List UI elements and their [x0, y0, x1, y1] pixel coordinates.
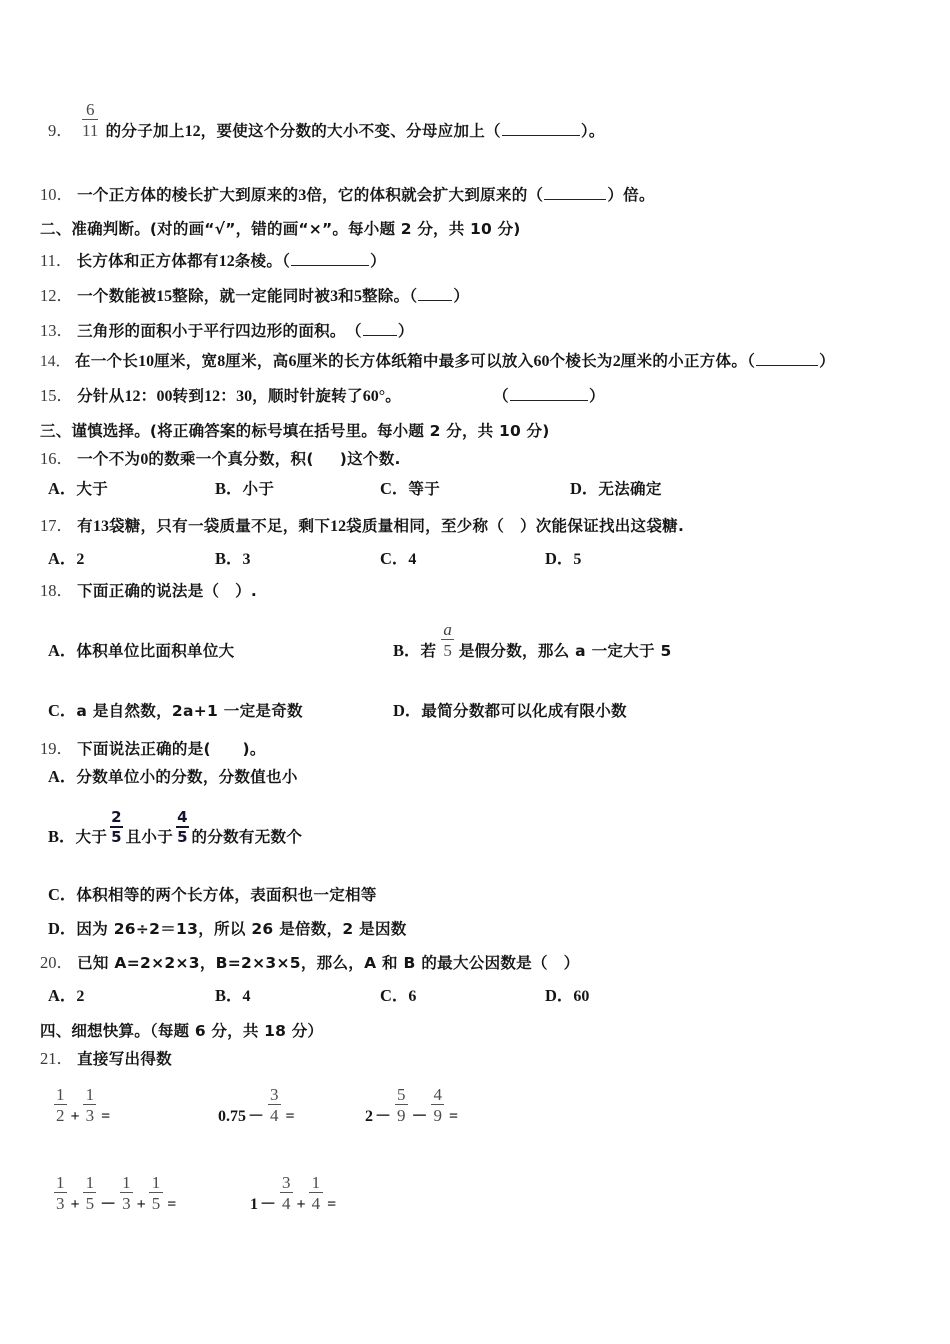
question-14-number-6: 6: [288, 353, 297, 370]
answer-blank[interactable]: [544, 186, 606, 200]
question-11: [40, 250, 386, 273]
fraction-bar: [83, 1192, 96, 1193]
option-label: 分数单位小的分数，分数值也小: [76, 768, 298, 786]
operator: －: [260, 1196, 277, 1213]
question-12-text-c: 和: [338, 287, 354, 305]
option-letter: A．: [48, 549, 77, 568]
question-16-text-b: 的数乘一个真分数，积(: [148, 450, 314, 468]
question-15-time-1: 12：00: [124, 388, 173, 405]
option-letter: C．: [380, 986, 409, 1005]
fraction-denominator: 5: [151, 1194, 161, 1213]
question-13-text-b: ）: [397, 322, 414, 340]
section-2-heading-text: 二、准确判断。(对的画“√”，错的画“×”。每小题 2 分，共 10 分): [40, 220, 521, 238]
question-14-text-e: 个棱长为: [549, 352, 613, 370]
fraction-numerator: 3: [270, 1085, 279, 1104]
question-20-text: 已知 A=2×2×3，B=2×3×5，那么，A 和 B 的最大公因数是（ ）: [77, 954, 580, 972]
fraction-numerator: 3: [282, 1173, 291, 1192]
question-21: [40, 1048, 172, 1070]
option-18-a[interactable]: [48, 640, 234, 662]
fraction-1-over-2: [52, 1085, 69, 1125]
operator: －: [375, 1108, 392, 1125]
equals-sign: =: [285, 1108, 295, 1125]
question-13-text-a: 三角形的面积小于平行四边形的面积。 （: [77, 322, 362, 340]
option-19-b[interactable]: [48, 808, 303, 848]
question-16-text-a: 一个不为: [77, 450, 141, 468]
option-label: 无法确定: [598, 480, 662, 498]
option-label: 5: [573, 551, 582, 568]
option-label: 4: [408, 551, 417, 568]
question-14-number-2: 2: [612, 353, 621, 370]
question-9-number-12: 12: [184, 123, 201, 140]
option-20-d[interactable]: [545, 985, 589, 1008]
option-18-c[interactable]: [48, 700, 303, 722]
option-20-a[interactable]: [48, 985, 84, 1008]
option-20-c[interactable]: [380, 985, 416, 1008]
option-16-a[interactable]: [48, 478, 108, 500]
question-18-number: 18．: [40, 581, 73, 600]
question-12-text-e: ）: [453, 287, 470, 305]
operator: +: [136, 1196, 146, 1213]
section-3-heading: [40, 420, 550, 442]
fraction-bar: [431, 1104, 444, 1105]
option-18-d[interactable]: [393, 700, 627, 722]
fraction-numerator: 1: [56, 1085, 65, 1104]
question-12-number-3: 3: [330, 288, 339, 305]
option-label: 3: [242, 551, 251, 568]
question-16-text-c: )这个数.: [339, 450, 401, 468]
question-15-text-c: ，顺时针旋转了: [252, 387, 363, 405]
question-10: [40, 184, 655, 207]
option-18-b-text-b: 是假分数，那么 a 一定大于 5: [458, 642, 672, 660]
fraction-bar: [309, 1192, 322, 1193]
section-3-heading-text: 三、谨慎选择。(将正确答案的标号填在括号里。每小题 2 分，共 10 分): [40, 422, 550, 440]
fraction-numerator: 5: [397, 1085, 406, 1104]
question-16-number: 16．: [40, 449, 73, 468]
question-13: [40, 320, 414, 342]
fraction-a-over-5: [439, 620, 456, 660]
option-19-a[interactable]: [48, 766, 298, 788]
expression-2: [218, 1085, 295, 1128]
operator: －: [100, 1196, 117, 1213]
option-label: 等于: [408, 480, 441, 498]
equals-sign: =: [101, 1108, 111, 1125]
fraction-2-over-5: [108, 808, 125, 846]
fraction-bar: [54, 1192, 67, 1193]
fraction-numerator: 1: [151, 1173, 161, 1192]
option-letter: A．: [48, 641, 77, 660]
option-17-b[interactable]: [215, 548, 251, 571]
option-letter: A．: [48, 986, 77, 1005]
fraction-denominator: 3: [122, 1194, 131, 1213]
question-10-number-3: 3: [298, 187, 307, 204]
question-10-text-a: 一个正方体的棱长扩大到原来的: [77, 186, 299, 204]
option-letter: B．: [215, 479, 243, 498]
question-17-number-13: 13: [92, 518, 109, 535]
option-label: 6: [408, 988, 417, 1005]
fraction-bar: [268, 1104, 281, 1105]
fraction-denominator: 3: [56, 1194, 65, 1213]
answer-blank[interactable]: [756, 352, 818, 366]
option-label: 体积相等的两个长方体，表面积也一定相等: [76, 886, 377, 904]
fraction-bar: [82, 119, 99, 120]
question-14-number: 14．: [40, 353, 72, 370]
question-12-text-b: 整除，就一定能同时被: [172, 287, 331, 305]
fraction-denominator: 2: [56, 1106, 65, 1125]
fraction-3-over-4: [266, 1085, 283, 1125]
answer-blank[interactable]: [418, 287, 452, 301]
fraction-bar: [110, 826, 123, 828]
operand: 0.75: [218, 1108, 246, 1125]
option-letter: B．: [215, 986, 243, 1005]
question-20: [40, 952, 579, 974]
question-18: [40, 580, 257, 602]
question-21-text: 直接写出得数: [77, 1050, 172, 1068]
option-label: 体积单位比面积单位大: [76, 642, 235, 660]
fraction-denominator: 4: [311, 1194, 321, 1213]
option-letter: D．: [393, 701, 422, 720]
fraction-denominator: 4: [270, 1106, 279, 1125]
operator: －: [248, 1108, 265, 1125]
question-12-number-5: 5: [353, 288, 362, 305]
question-15-text-b: 转到: [172, 387, 205, 405]
fraction-5-over-9: [393, 1085, 410, 1125]
option-19-b-text-c: 的分数有无数个: [191, 828, 303, 846]
option-19-d[interactable]: [48, 918, 407, 940]
question-11-text-a: 长方体和正方体都有: [76, 252, 219, 270]
question-14-number-10: 10: [138, 353, 155, 370]
question-15-time-2: 12：30: [204, 388, 253, 405]
question-15-text-a: 分针从: [77, 387, 125, 405]
fraction-denominator: 5: [443, 641, 452, 660]
fraction-numerator: 1: [311, 1173, 321, 1192]
fraction-bar: [149, 1192, 162, 1193]
fraction-1-over-3: [82, 1085, 99, 1125]
question-17-number-12: 12: [330, 518, 347, 535]
option-letter: D．: [48, 919, 77, 938]
question-20-number: 20．: [40, 953, 73, 972]
fraction-1-over-5: [148, 1173, 165, 1213]
fraction-numerator: a: [443, 620, 452, 639]
option-letter: C．: [48, 701, 77, 720]
option-letter: B．: [393, 641, 421, 660]
question-11-number-12: 12: [218, 253, 235, 270]
fraction-denominator: 3: [85, 1106, 95, 1125]
question-14-text-g: ）: [819, 352, 835, 370]
fraction-bar: [54, 1104, 67, 1105]
option-label: 因为 26÷2＝13，所以 26 是倍数，2 是因数: [76, 920, 407, 938]
question-19-number: 19．: [40, 739, 73, 758]
option-20-b[interactable]: [215, 985, 251, 1008]
option-label: 最简分数都可以化成有限小数: [421, 702, 627, 720]
question-9: [48, 100, 605, 143]
option-18-b-text-a: 若: [420, 642, 437, 660]
question-9-text-a: 的分子加上: [105, 122, 185, 140]
option-letter: A．: [48, 767, 77, 786]
question-12: [40, 285, 469, 308]
operator: －: [411, 1108, 428, 1125]
option-letter: B．: [215, 549, 243, 568]
option-label: 小于: [242, 480, 275, 498]
operand: 1: [250, 1196, 258, 1213]
fraction-numerator: 6: [85, 100, 95, 119]
question-14-number-8: 8: [217, 353, 226, 370]
option-letter: C．: [380, 549, 409, 568]
question-12-number: 12．: [40, 286, 73, 305]
equals-sign: =: [167, 1196, 177, 1213]
question-17-number: 17．: [40, 516, 73, 535]
question-19-text: 下面说法正确的是( )。: [77, 740, 266, 758]
option-17-d[interactable]: [545, 548, 581, 571]
question-10-number: 10．: [40, 185, 73, 204]
option-letter: A．: [48, 479, 77, 498]
fraction-1-over-5: [82, 1173, 99, 1213]
fraction-denominator: 5: [111, 828, 122, 846]
fraction-bar: [395, 1104, 408, 1105]
operator: +: [296, 1196, 306, 1213]
fraction-1-over-4: [308, 1173, 325, 1213]
operator: +: [70, 1196, 80, 1213]
fraction-4-over-9: [430, 1085, 447, 1125]
operator: +: [70, 1108, 80, 1125]
fraction-denominator: 4: [282, 1194, 291, 1213]
section-2-heading: [40, 218, 521, 240]
answer-blank[interactable]: [502, 122, 580, 136]
question-12-text-d: 整除。（: [361, 287, 418, 305]
question-14-text-a: 在一个长: [74, 352, 139, 370]
option-letter: C．: [380, 479, 409, 498]
option-16-b[interactable]: [215, 478, 274, 500]
fraction-denominator: 11: [82, 121, 99, 140]
question-10-text-b: 倍，它的体积就会扩大到原来的（: [306, 186, 544, 204]
question-14-text-f: 厘米的小正方体。（: [620, 352, 756, 370]
fraction-denominator: 9: [397, 1106, 406, 1125]
question-13-number: 13．: [40, 321, 73, 340]
option-label: 2: [76, 551, 85, 568]
question-14-text-d: 厘米的长方体纸箱中最多可以放入: [296, 352, 534, 370]
question-14: [40, 350, 835, 373]
question-11-number: 11．: [40, 251, 73, 270]
question-12-text-a: 一个数能被: [77, 287, 157, 305]
option-17-c[interactable]: [380, 548, 416, 571]
option-letter: B．: [48, 827, 76, 846]
question-9-number: 9．: [48, 121, 73, 140]
answer-blank[interactable]: [291, 252, 369, 266]
operand: 2: [365, 1108, 373, 1125]
option-19-b-text-a: 大于: [75, 828, 108, 846]
option-letter: D．: [545, 549, 574, 568]
fraction-1-over-3: [118, 1173, 135, 1213]
fraction-bar: [441, 639, 454, 640]
question-15-text-e: （: [493, 387, 509, 405]
question-15-degrees: 60°: [362, 388, 386, 405]
expression-3: [365, 1085, 459, 1128]
fraction-denominator: 5: [177, 828, 188, 846]
question-10-text-c: ）倍。: [607, 186, 655, 204]
option-label: a 是自然数，2a+1 一定是奇数: [76, 702, 303, 720]
question-18-text: 下面正确的说法是（ ）.: [77, 582, 258, 600]
question-11-text-b: 条棱。（: [234, 252, 291, 270]
expression-1: [52, 1085, 111, 1128]
fraction-numerator: 4: [177, 808, 188, 826]
question-17: [40, 515, 684, 538]
question-17-text-a: 有: [77, 517, 93, 535]
question-9-text-c: ）。: [580, 122, 605, 140]
question-15-text-f: ）: [588, 387, 605, 405]
answer-blank[interactable]: [363, 322, 397, 336]
fraction-denominator: 5: [85, 1194, 95, 1213]
fraction-bar: [280, 1192, 293, 1193]
expression-5: [250, 1173, 337, 1216]
fraction-numerator: 1: [56, 1173, 65, 1192]
option-17-a[interactable]: [48, 548, 84, 571]
option-letter: D．: [545, 986, 574, 1005]
question-11-text-c: ）: [370, 252, 386, 270]
option-16-c[interactable]: [380, 478, 440, 500]
section-4-heading: [40, 1020, 323, 1042]
question-19: [40, 738, 266, 760]
question-15: [40, 385, 605, 408]
option-16-d[interactable]: [570, 478, 662, 500]
fraction-numerator: 1: [122, 1173, 131, 1192]
equals-sign: =: [449, 1108, 459, 1125]
option-label: 60: [573, 988, 590, 1005]
option-19-c[interactable]: [48, 884, 377, 906]
expression-4: [52, 1173, 177, 1216]
question-15-number: 15．: [40, 386, 73, 405]
fraction-numerator: 4: [433, 1085, 443, 1104]
fraction-numerator: 2: [111, 808, 122, 826]
question-16-number-0: 0: [140, 451, 149, 468]
question-16: [40, 448, 401, 471]
fraction-numerator: 1: [85, 1085, 95, 1104]
equals-sign: =: [327, 1196, 337, 1213]
question-12-number-15: 15: [156, 288, 173, 305]
fraction-numerator: 1: [85, 1173, 95, 1192]
option-letter: C．: [48, 885, 77, 904]
question-21-number: 21．: [40, 1049, 73, 1068]
question-14-text-c: 厘米，高: [225, 352, 289, 370]
question-17-text-c: 袋质量相同，至少称（ ）次能保证找出这袋糖.: [346, 517, 685, 535]
option-label: 大于: [76, 480, 109, 498]
option-label: 4: [242, 988, 251, 1005]
fraction-bar: [83, 1104, 96, 1105]
question-9-text-b: ，要使这个分数的大小不变、分母应加上（: [200, 122, 501, 140]
fraction-6-over-11: [80, 100, 101, 140]
fraction-4-over-5: [174, 808, 191, 846]
fraction-3-over-4: [278, 1173, 295, 1213]
fraction-bar: [176, 826, 189, 828]
answer-blank[interactable]: [510, 387, 588, 401]
fraction-bar: [120, 1192, 133, 1193]
question-15-text-d: 。: [385, 387, 401, 405]
question-17-text-b: 袋糖，只有一袋质量不足，剩下: [108, 517, 331, 535]
question-14-text-b: 厘米，宽: [154, 352, 218, 370]
fraction-denominator: 9: [433, 1106, 443, 1125]
fraction-1-over-3: [52, 1173, 69, 1213]
option-letter: D．: [570, 479, 599, 498]
section-4-heading-text: 四、细想快算。（每题 6 分，共 18 分）: [40, 1022, 324, 1040]
option-label: 2: [76, 988, 85, 1005]
question-14-number-60: 60: [533, 353, 550, 370]
option-19-b-text-b: 且小于: [125, 828, 174, 846]
option-18-b[interactable]: [393, 620, 672, 662]
